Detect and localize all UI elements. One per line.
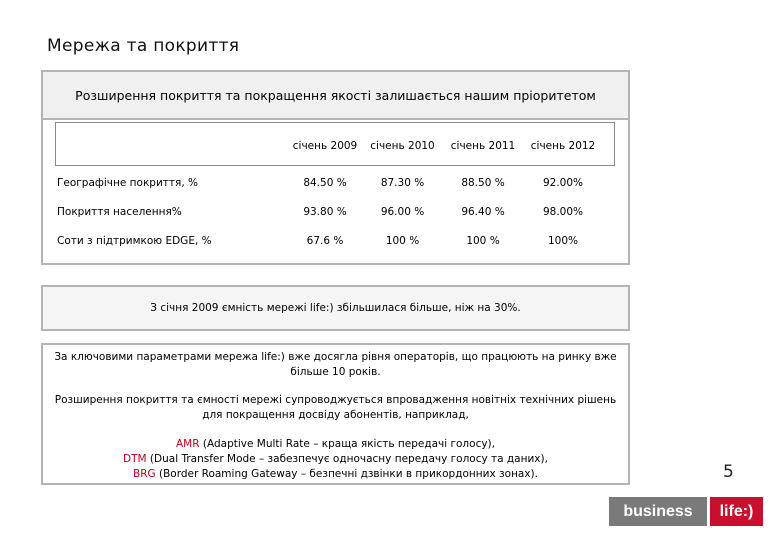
cell-value: 100% [547,234,579,247]
cell-value: 87.30 % [380,176,425,189]
capacity-note: З січня 2009 ємність мережі life:) збільшилася більше, ніж на 30%. [150,302,521,314]
column-header: січень 2012 [530,139,596,152]
capacity-note-box [41,285,630,331]
tech-desc: (Border Roaming Gateway – безпечні дзвінки в прикордонних зонах). [155,468,538,480]
logo-business-text: business [609,497,707,526]
tech-item-amr [49,437,622,452]
table-row [57,168,602,197]
coverage-heading: Розширення покриття та покращення якості залишається нашим пріоритетом [43,72,628,120]
cell-value: 92.00% [542,176,584,189]
tech-abbr: AMR [176,438,200,450]
column-header: січень 2010 [370,139,435,152]
business-life-logo [609,497,763,526]
cell-value: 84.50 % [303,176,347,189]
table-header-row [57,123,602,168]
details-paragraph-2: Розширення покриття та ємності мережі супроводжується впровадження новітніх технічних рішень для покращення досвіду абонентів, наприклад, [54,394,617,421]
cell-value: 98.00% [542,205,584,218]
table-corner-cell [57,123,287,168]
logo-life-text: life:) [710,497,763,526]
row-label: Географічне покриття, % [57,176,198,189]
column-header: січень 2011 [450,139,516,152]
tech-item-dtm [49,452,622,467]
tech-abbr: BRG [133,468,156,480]
tech-item-brg [49,467,622,482]
coverage-table [57,123,602,255]
details-box [41,343,630,485]
cell-value: 96.00 % [380,205,425,218]
tech-abbr: DTM [123,453,147,465]
tech-desc: (Adaptive Multi Rate – краща якість передачі голосу), [199,438,495,450]
cell-value: 96.40 % [461,205,505,218]
page-title: Мережа та покриття [47,36,240,56]
cell-value: 88.50 % [461,176,505,189]
tech-desc: (Dual Transfer Mode – забезпечує одночасну передачу голосу та даних), [146,453,548,465]
row-label: Соти з підтримкою EDGE, % [57,234,212,247]
page-number: 5 [723,462,734,482]
cell-value: 100 % [385,234,420,247]
cell-value: 93.80 % [303,205,347,218]
details-paragraph-1: За ключовими параметрами мережа life:) вже досягла рівня операторів, що працюють на ринку вже більше 10 років. [54,351,617,378]
coverage-box [41,70,630,265]
column-header: січень 2009 [292,139,358,152]
cell-value: 100 % [466,234,500,247]
table-row [57,226,602,255]
row-label: Покриття населення% [57,205,182,218]
table-row [57,197,602,226]
cell-value: 67.6 % [306,234,344,247]
